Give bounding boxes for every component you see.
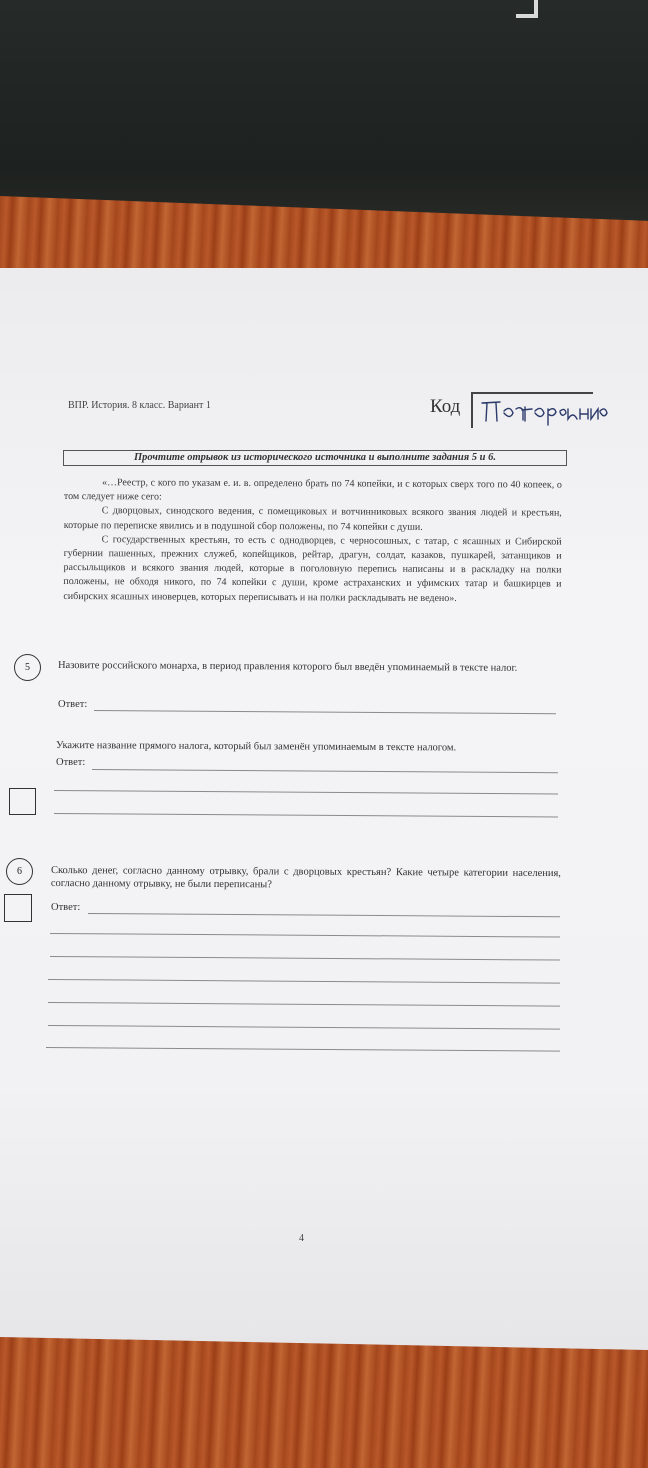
source-paragraph: «…Реестр, с кого по указам е. и. в. определено брать по 74 копейки, и с которых сверх того по 40 копеек, о том следует ниже сего: xyxy=(63,477,562,503)
chalk-mark xyxy=(516,0,538,18)
answer-label: Ответ: xyxy=(58,699,88,710)
task-number-badge: 6 xyxy=(6,858,33,885)
exam-header-title: ВПР. История. 8 класс. Вариант 1 xyxy=(68,400,211,411)
instruction-banner: Прочтите отрывок из исторического источника и выполните задания 5 и 6. xyxy=(63,450,567,466)
source-paragraph: С государственных крестьян, то есть с однодворцев, с черносошных, с татар, с ясашных и Сибирской губернии пашенных, прежних служеб, копейщиков, рейтар, драгун, солдат, казаков, пушкарей, затанщиков и рассыльщиков и всякого звания людей, которые в поголовную перепись написаны и в раскладку на полки положены, не обходя никого, по 74 копейки с души, кроме астраханских и уфимских татар и башкирцев и сибирских ясашных иноверцев, которых переписывать и на полки раскладывать не ведено». xyxy=(63,534,562,604)
task5-question-1: Назовите российского монарха, в период правления которого был введён упоминаемый в тексте налог. xyxy=(57,660,518,674)
page-number: 4 xyxy=(299,1233,304,1244)
answer-label: Ответ: xyxy=(56,757,86,768)
code-label: Код xyxy=(430,396,461,417)
score-box[interactable] xyxy=(9,788,36,815)
handwritten-signature xyxy=(478,397,608,427)
historical-source-excerpt xyxy=(63,476,562,606)
score-box[interactable] xyxy=(4,894,32,922)
answer-label: Ответ: xyxy=(51,902,81,913)
task6-question: Сколько денег, согласно данному отрывку, брали с дворцовых крестьян? Какие четыре категории населения, согласно данному отрывку, не были переписаны? xyxy=(50,865,561,891)
source-paragraph: С дворцовых, синодского ведения, с помещиковых и вотчинниковых всякого звания людей и крестьян, которые по переписке явились и в подушной сбор положены, по 74 копейки с души. xyxy=(63,505,562,533)
task5-question-2: Укажите название прямого налога, который был заменён упоминаемым в тексте налогом. xyxy=(55,740,457,754)
task-number-badge: 5 xyxy=(14,654,41,681)
exam-paper-sheet xyxy=(0,268,648,1350)
